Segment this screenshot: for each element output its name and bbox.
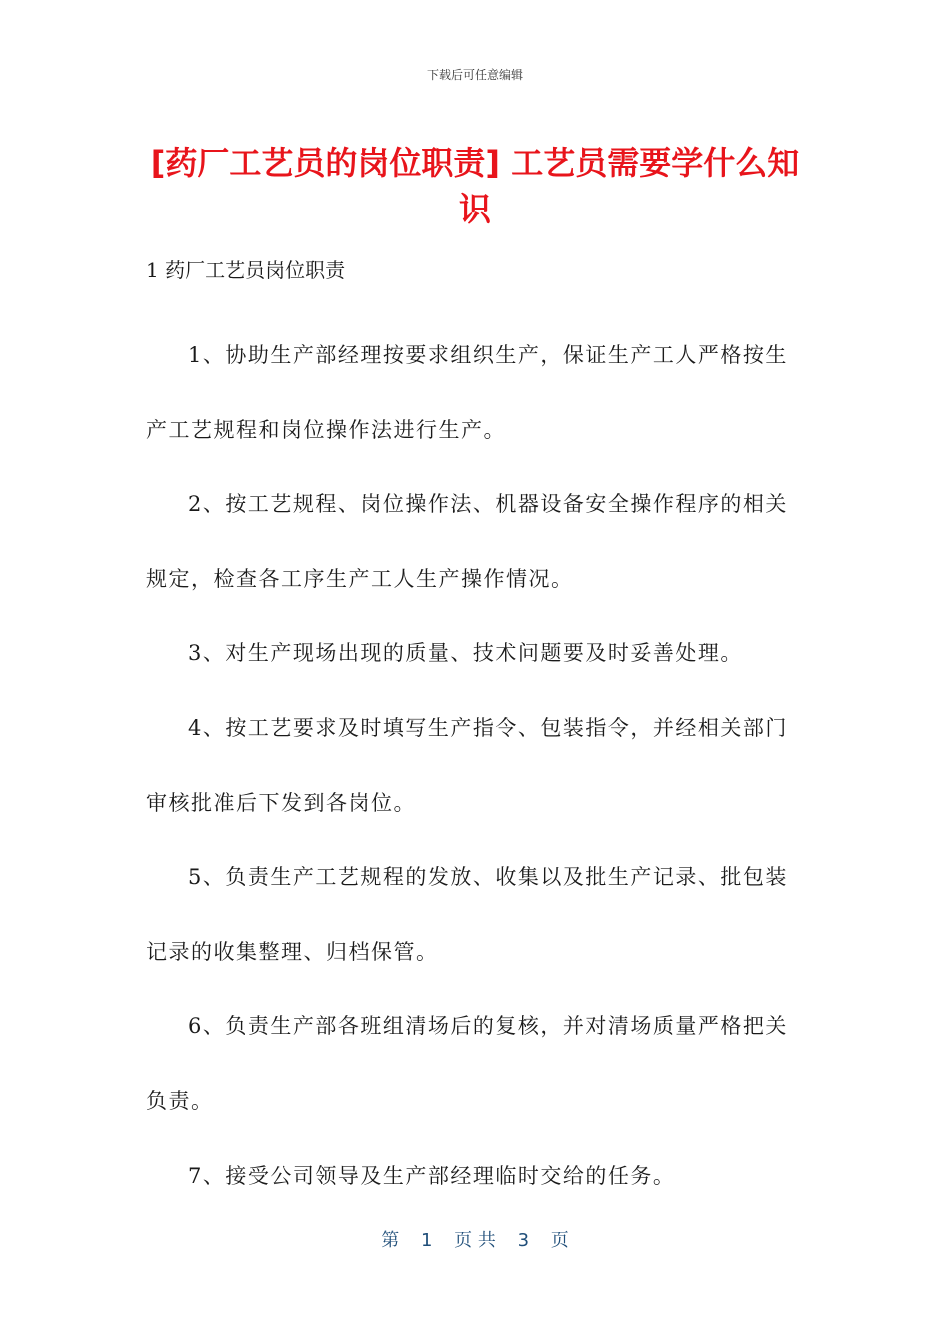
paragraph-7: 7、接受公司领导及生产部经理临时交给的任务。 [188,1163,676,1188]
paragraph-2: 2、按工艺规程、岗位操作法、机器设备安全操作程序的相关规定，检查各工序生产工人生产操作情况。 [146,492,788,591]
paragraph-4: 4、按工艺要求及时填写生产指令、包装指令，并经相关部门审核批准后下发到各岗位。 [146,715,788,815]
header-note: 下载后可任意编辑 [426,68,523,82]
page-title: [药厂工艺员的岗位职责] 工艺员需要学什么知识 [150,144,800,228]
footer-total-pages: 3 [517,1230,530,1251]
footer-prefix: 第 [381,1230,400,1251]
section-heading: 1 药厂工艺员岗位职责 [146,258,346,282]
footer-suffix: 页 [550,1230,569,1251]
paragraph-1: 1、协助生产部经理按要求组织生产，保证生产工人严格按生产工艺规程和岗位操作法进行生产。 [146,343,788,442]
page-footer [0,1226,950,1252]
paragraph-5: 5、负责生产工艺规程的发放、收集以及批生产记录、批包装记录的收集整理、归档保管。 [146,865,788,964]
footer-middle: 页 共 [454,1230,496,1251]
document-body [146,318,804,1213]
paragraph-3: 3、对生产现场出现的质量、技术问题要及时妥善处理。 [188,641,743,666]
paragraph-6: 6、负责生产部各班组清场后的复核，并对清场质量严格把关负责。 [146,1014,788,1113]
footer-current-page: 1 [420,1230,433,1251]
